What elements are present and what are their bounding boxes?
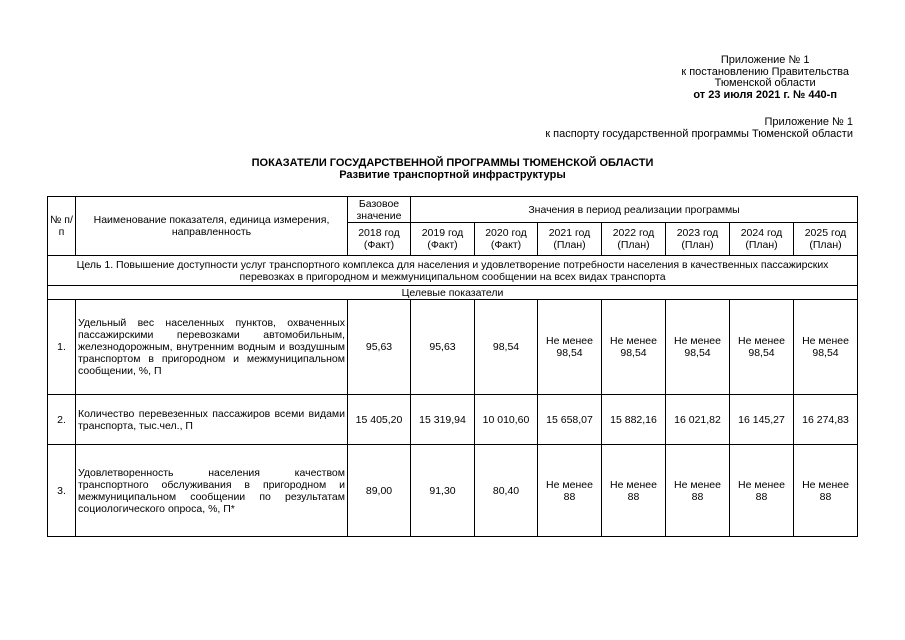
row-value: 10 010,60 (475, 395, 538, 445)
header-period: Значения в период реализации программы (411, 197, 858, 223)
row-value: 16 145,27 (730, 395, 794, 445)
row-name: Удовлетворенность населения качеством транспортного обслуживания в пригородном и межмуниципальном сообщении по результатам социологического опроса, %, П* (76, 445, 348, 537)
row-num: 2. (48, 395, 76, 445)
header-year-2018: 2018 год (Факт) (348, 223, 411, 256)
row-name: Количество перевезенных пассажиров всеми видами транспорта, тыс.чел., П (76, 395, 348, 445)
section-row: Целевые показатели (48, 286, 858, 300)
row-value: Не менее 98,54 (666, 300, 730, 395)
row-value: 16 021,82 (666, 395, 730, 445)
row-value: 95,63 (411, 300, 475, 395)
table-row (48, 300, 858, 395)
header-year-2025: 2025 год (План) (794, 223, 858, 256)
row-value: 15 882,16 (602, 395, 666, 445)
row-value: Не менее 88 (538, 445, 602, 537)
row-num: 3. (48, 445, 76, 537)
title-main: ПОКАЗАТЕЛИ ГОСУДАРСТВЕННОЙ ПРОГРАММЫ ТЮМЕНСКОЙ ОБЛАСТИ (251, 157, 654, 169)
header-year-2021: 2021 год (План) (538, 223, 602, 256)
annex-passport-line1: Приложение № 1 (764, 116, 853, 128)
annex-resolution-line3: Тюменской области (714, 77, 816, 89)
document-title (0, 157, 905, 181)
row-num: 1. (48, 300, 76, 395)
header-num: № п/п (48, 197, 76, 256)
row-name: Удельный вес населенных пунктов, охваченных пассажирскими перевозками автомобильным, железнодорожным, внутренним водным и воздушным транспортом в пригородном и межмуниципальном сообщении, %, П (76, 300, 348, 395)
row-value: Не менее 88 (794, 445, 858, 537)
row-value: Не менее 88 (730, 445, 794, 537)
annex-resolution-line2: к постановлению Правительства (681, 65, 849, 78)
row-value: Не менее 98,54 (730, 300, 794, 395)
row-value: Не менее 98,54 (538, 300, 602, 395)
row-value: 15 658,07 (538, 395, 602, 445)
header-base: Базовое значение (348, 197, 411, 223)
row-value: Не менее 88 (666, 445, 730, 537)
row-value: Не менее 98,54 (602, 300, 666, 395)
row-value: 80,40 (475, 445, 538, 537)
header-year-2023: 2023 год (План) (666, 223, 730, 256)
indicators-table (47, 196, 858, 537)
row-value: Не менее 88 (602, 445, 666, 537)
header-year-2024: 2024 год (План) (730, 223, 794, 256)
row-value: Не менее 98,54 (794, 300, 858, 395)
annex-resolution-line4: от 23 июля 2021 г. № 440-п (693, 88, 837, 101)
table-row (48, 395, 858, 445)
annex-passport (545, 117, 853, 140)
row-value: 95,63 (348, 300, 411, 395)
table-row (48, 445, 858, 537)
header-year-2020: 2020 год (Факт) (475, 223, 538, 256)
row-value: 91,30 (411, 445, 475, 537)
annex-resolution (681, 55, 849, 101)
annex-resolution-line1: Приложение № 1 (720, 54, 810, 66)
header-year-2019: 2019 год (Факт) (411, 223, 475, 256)
header-year-2022: 2022 год (План) (602, 223, 666, 256)
goal-row: Цель 1. Повышение доступности услуг транспортного комплекса для населения и удовлетворение потребности населения в качественных пассажирских перевозках в пригородном и межмуниципальном сообщении на всех видах транспорта (48, 256, 858, 286)
row-value: 16 274,83 (794, 395, 858, 445)
annex-passport-line2: к паспорту государственной программы Тюменской области (545, 127, 853, 140)
title-sub: Развитие транспортной инфраструктуры (339, 169, 566, 181)
row-value: 15 405,20 (348, 395, 411, 445)
row-value: 15 319,94 (411, 395, 475, 445)
row-value: 98,54 (475, 300, 538, 395)
header-name: Наименование показателя, единица измерения, направленность (76, 197, 348, 256)
row-value: 89,00 (348, 445, 411, 537)
